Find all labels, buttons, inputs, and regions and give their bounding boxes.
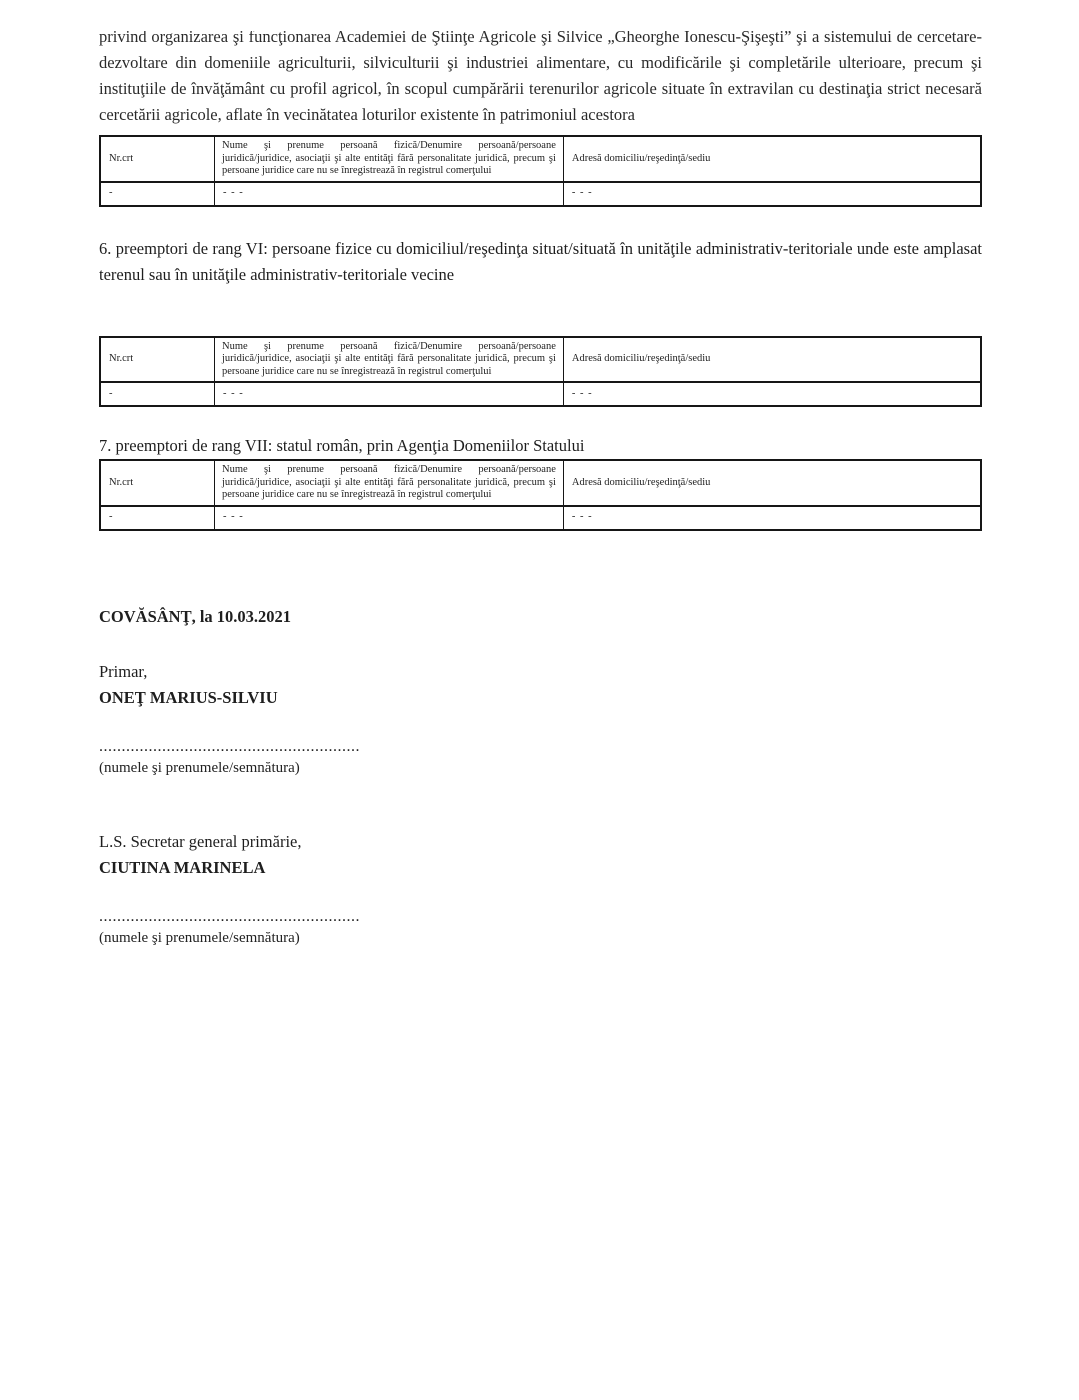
column-header-nr-crt: Nr.crt <box>100 460 215 506</box>
secretary-name: CIUTINA MARINELA <box>99 857 266 877</box>
section-7-heading: 7. preemptori de rang VII: statul român, prin Agenţia Domeniilor Statului <box>99 436 585 455</box>
table-header-row <box>100 460 981 506</box>
signature-dotted-line: .......................................................... <box>99 737 360 755</box>
table-row <box>100 182 981 206</box>
primar-name: ONEŢ MARIUS-SILVIU <box>99 687 278 707</box>
cell-address: - - - <box>563 382 981 406</box>
preemptor-table-rang-v <box>99 135 982 207</box>
preemptor-table-rang-vi <box>99 336 982 408</box>
cell-nr: - <box>100 506 215 530</box>
secretary-role-label: L.S. Secretar general primărie, <box>99 831 302 851</box>
column-header-address: Adresă domiciliu/reşedinţă/sediu <box>563 136 981 182</box>
intro-paragraph: privind organizarea şi funcţionarea Academiei de Ştiinţe Agricole şi Silvice „Gheorghe Ionescu-Şişeşti” şi a sistemului de cercetare-dezvoltare din domeniile agriculturii, silviculturii şi industriei alimentare, cu modificările şi completările ulterioare, precum şi instituţiile de învăţământ cu profil agricol, în scopul cumpărării terenurilor agricole situate în extravilan cu destinaţia strict necesară cercetării agricole, aflate în vecinătatea loturilor existente în patrimoniul acestora <box>99 31 982 124</box>
table-row <box>100 382 981 406</box>
column-header-nr-crt: Nr.crt <box>100 337 215 383</box>
section-6-heading: 6. preemptori de rang VI: persoane fizice cu domiciliul/reşedinţa situat/situată în unităţile administrativ-teritoriale unde este amplasat terenul sau în unităţile administrativ-teritoriale vecine <box>99 238 982 284</box>
table-row <box>100 506 981 530</box>
signature-dotted-line: .......................................................... <box>99 907 360 925</box>
table-header-row <box>100 136 981 182</box>
cell-nr: - <box>100 182 215 206</box>
signature-caption: (numele şi prenumele/semnătura) <box>99 759 300 776</box>
signature-block-secretar <box>99 829 982 949</box>
cell-nr: - <box>100 382 215 406</box>
cell-name: - - - <box>215 506 564 530</box>
signature-caption: (numele şi prenumele/semnătura) <box>99 929 300 946</box>
cell-address: - - - <box>563 182 981 206</box>
column-header-name: Nume şi prenume persoană fizică/Denumire persoană/persoane juridică/juridice, asociaţii şi alte entităţi fără personalitate juridică, precum şi persoane juridice care nu se înregistrează în registrul comerţului <box>215 460 564 506</box>
cell-name: - - - <box>215 182 564 206</box>
table-header-row <box>100 337 981 383</box>
place-and-date: COVĂSÂNŢ, la 10.03.2021 <box>99 606 292 626</box>
intro-paragraph-wrapper <box>99 31 982 128</box>
column-header-nr-crt: Nr.crt <box>100 136 215 182</box>
column-header-address: Adresă domiciliu/reşedinţă/sediu <box>563 460 981 506</box>
cell-name: - - - <box>215 382 564 406</box>
column-header-address: Adresă domiciliu/reşedinţă/sediu <box>563 337 981 383</box>
column-header-name: Nume şi prenume persoană fizică/Denumire persoană/persoane juridică/juridice, asociaţii şi alte entităţi fără personalitate juridică, precum şi persoane juridice care nu se înregistrează în registrul comerţului <box>215 136 564 182</box>
primar-role-label: Primar, <box>99 661 148 681</box>
signature-block-primar <box>99 659 982 779</box>
column-header-name: Nume şi prenume persoană fizică/Denumire persoană/persoane juridică/juridice, asociaţii şi alte entităţi fără personalitate juridică, precum şi persoane juridice care nu se înregistrează în registrul comerţului <box>215 337 564 383</box>
cell-address: - - - <box>563 506 981 530</box>
preemptor-table-rang-vii <box>99 459 982 531</box>
